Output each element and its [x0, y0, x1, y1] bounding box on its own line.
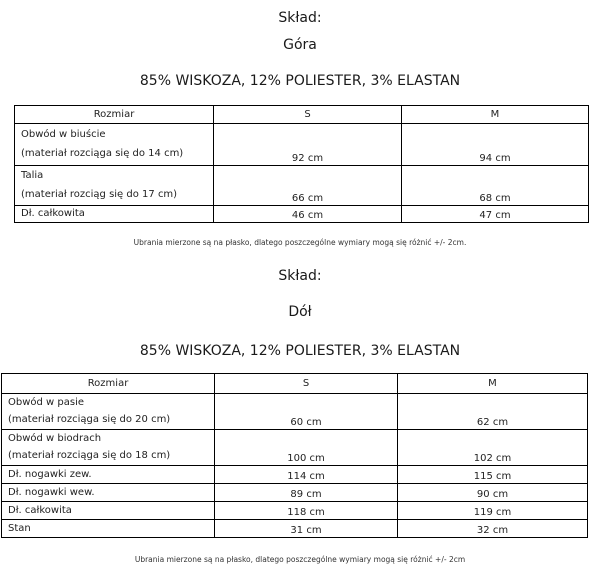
table-row: [15, 124, 589, 166]
row-label: Obwód w pasie (materiał rozciąga się do 20 cm): [2, 394, 215, 430]
bottom-size-table: [1, 373, 588, 538]
header-m: M: [402, 106, 589, 124]
value-s: 92 cm: [214, 124, 402, 166]
table-row: [2, 520, 588, 538]
value-s: 100 cm: [215, 430, 398, 466]
value-m: 62 cm: [398, 394, 588, 430]
value-s: 60 cm: [215, 394, 398, 430]
value-s: 89 cm: [215, 484, 398, 502]
top-subheading: Góra: [283, 37, 317, 53]
header-size: Rozmiar: [2, 374, 215, 394]
row-label: Talia (materiał rozciąg się do 17 cm): [15, 166, 214, 206]
top-composition: 85% WISKOZA, 12% POLIESTER, 3% ELASTAN: [139, 73, 461, 89]
table-header-row: [2, 374, 588, 394]
table-row: [2, 430, 588, 466]
header-m: M: [398, 374, 588, 394]
bottom-heading: Skład:: [278, 268, 322, 284]
bottom-measurement-note: Ubrania mierzone są na płasko, dlatego poszczególne wymiary mogą się różnić +/- 2cm: [134, 555, 466, 564]
row-label: Dł. całkowita: [15, 206, 214, 223]
value-s: 46 cm: [214, 206, 402, 223]
bottom-subheading: Dół: [288, 304, 312, 320]
table-row: [15, 206, 589, 223]
value-s: 114 cm: [215, 466, 398, 484]
value-m: 47 cm: [402, 206, 589, 223]
table-row: [2, 394, 588, 430]
value-m: 115 cm: [398, 466, 588, 484]
value-m: 94 cm: [402, 124, 589, 166]
header-s: S: [214, 106, 402, 124]
header-size: Rozmiar: [15, 106, 214, 124]
table-row: [15, 166, 589, 206]
value-m: 90 cm: [398, 484, 588, 502]
row-label: Obwód w biodrach (materiał rozciąga się do 18 cm): [2, 430, 215, 466]
header-s: S: [215, 374, 398, 394]
table-header-row: [15, 106, 589, 124]
value-m: 119 cm: [398, 502, 588, 520]
table-row: [2, 502, 588, 520]
row-label: Stan: [2, 520, 215, 538]
row-label: Dł. nogawki zew.: [2, 466, 215, 484]
value-s: 66 cm: [214, 166, 402, 206]
top-heading: Skład:: [278, 10, 322, 26]
value-s: 118 cm: [215, 502, 398, 520]
row-label: Obwód w biuście (materiał rozciąga się do 14 cm): [15, 124, 214, 166]
table-row: [2, 484, 588, 502]
top-measurement-note: Ubrania mierzone są na płasko, dlatego poszczególne wymiary mogą się różnić +/- 2cm.: [133, 238, 467, 247]
value-m: 32 cm: [398, 520, 588, 538]
top-size-table: [14, 105, 589, 223]
value-m: 102 cm: [398, 430, 588, 466]
row-label: Dł. całkowita: [2, 502, 215, 520]
bottom-composition: 85% WISKOZA, 12% POLIESTER, 3% ELASTAN: [139, 343, 461, 359]
value-m: 68 cm: [402, 166, 589, 206]
row-label: Dł. nogawki wew.: [2, 484, 215, 502]
table-row: [2, 466, 588, 484]
value-s: 31 cm: [215, 520, 398, 538]
